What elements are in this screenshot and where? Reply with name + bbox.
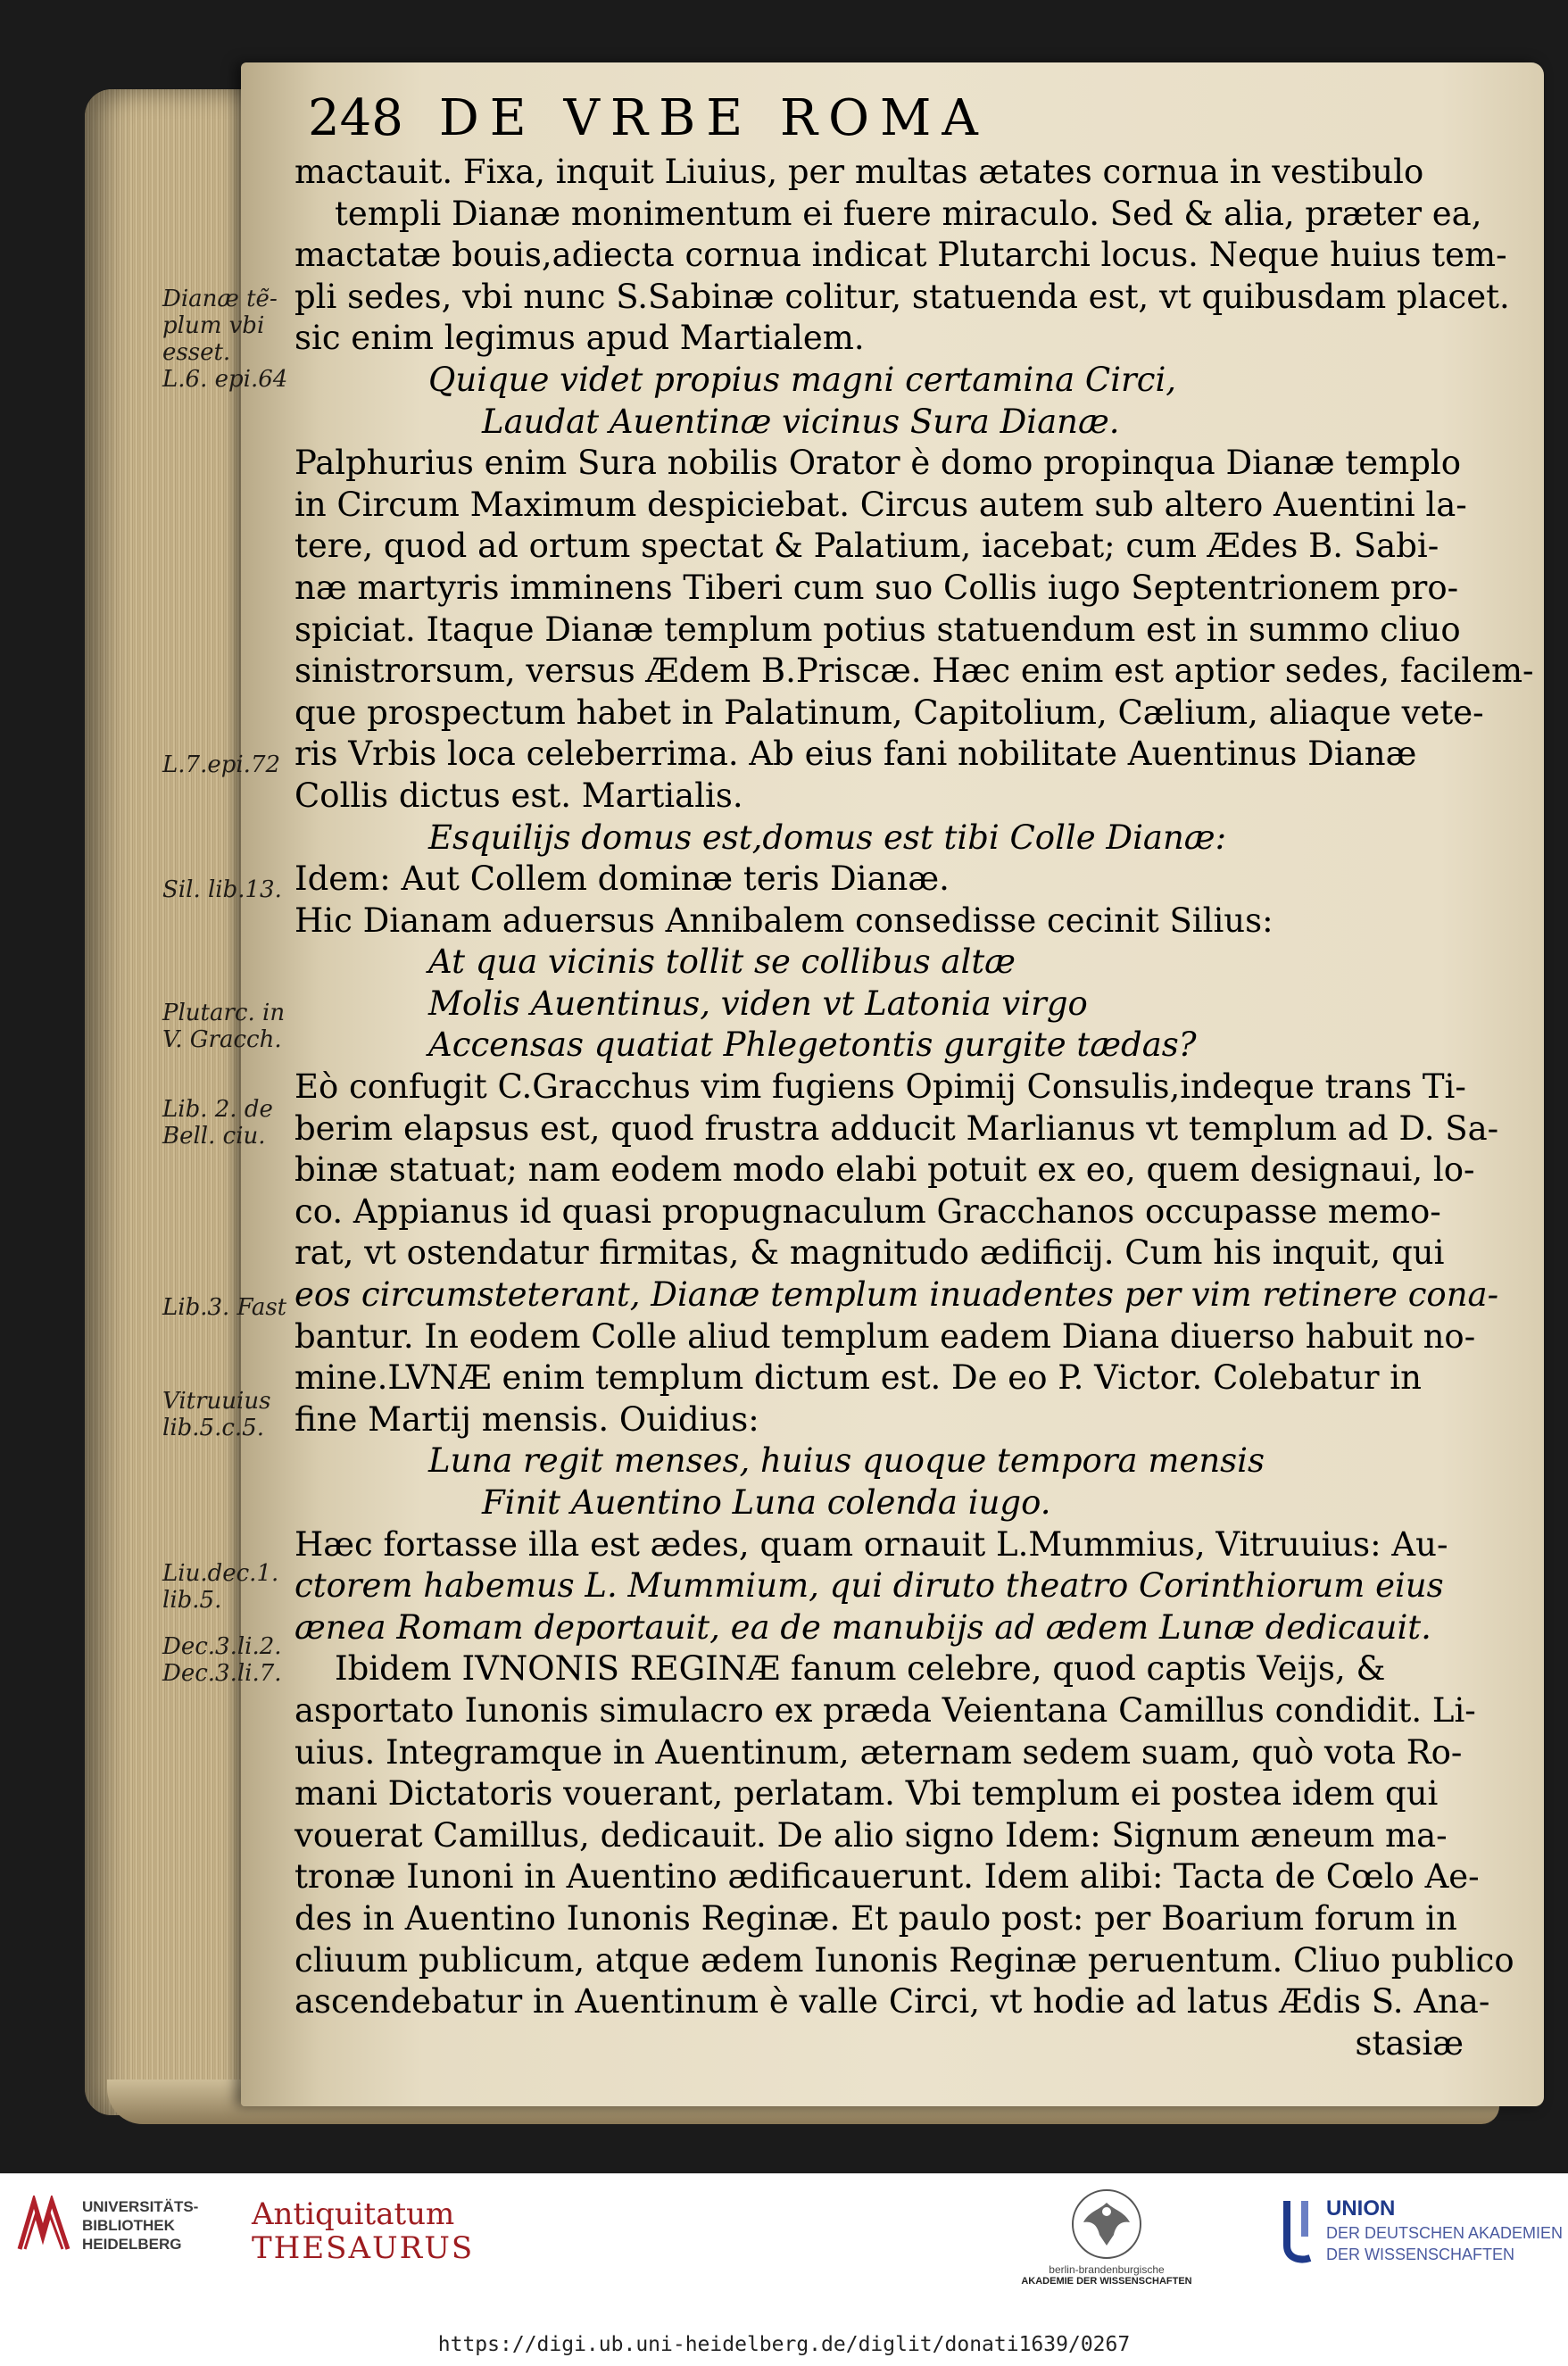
- running-title: DE VRBE ROMA: [438, 89, 989, 147]
- text-line: co. Appianus id quasi propugnaculum Gracchanos occupasse memo-: [295, 1191, 1441, 1231]
- text-line: Hic Dianam aduersus Annibalem consedisse cecinit Silius:: [295, 901, 1273, 940]
- text-line: Idem: Aut Collem dominæ teris Dianæ.: [295, 859, 950, 899]
- university-library-logo[interactable]: [16, 2196, 198, 2254]
- permalink-url[interactable]: https://digi.ub.uni-heidelberg.de/diglit/donati1639/0267: [437, 2333, 1131, 2356]
- text-line: Eò confugit C.Gracchus vim fugiens Opimij Consulis,indeque trans Ti-: [295, 1067, 1466, 1107]
- text-line: ris Vrbis loca celeberrima. Ab eius fani nobilitate Auentinus Dianæ: [295, 735, 1417, 774]
- marginal-note: [162, 1000, 292, 1053]
- marginal-line: esset.: [162, 339, 231, 366]
- verse-line: Luna regit menses, huius quoque tempora mensis: [428, 1441, 1265, 1481]
- marginal-note: Lib.3. Fast: [162, 1294, 287, 1321]
- union-bracket-icon: [1267, 2196, 1315, 2267]
- marginal-note: [162, 1096, 292, 1150]
- union-title: UNION: [1326, 2196, 1396, 2221]
- uni-logo-line: HEIDELBERG: [82, 2235, 182, 2253]
- text-line: uius. Integramque in Auentinum, æternam sedem suam, quò vota Ro-: [295, 1732, 1463, 1772]
- marginal-line: V. Gracch.: [162, 1026, 282, 1053]
- marginal-line: Dec.3.li.2.: [162, 1633, 282, 1660]
- antiquitatum-thesaurus-logo[interactable]: [252, 2196, 474, 2264]
- marginal-note: L.7.epi.72: [162, 751, 281, 778]
- marginal-line: lib.5.c.5.: [162, 1415, 264, 1441]
- text-line: ascendebatur in Auentinum è valle Circi, vt hodie ad latus Ædis S. Ana-: [295, 1982, 1490, 2021]
- marginal-note: [162, 1633, 292, 1687]
- marginal-line: plum vbi: [162, 312, 265, 339]
- text-line: ctorem habemus L. Mummium, qui diruto theatro Corinthiorum eius: [295, 1566, 1444, 1606]
- ub-heidelberg-icon: [16, 2196, 71, 2254]
- text-line: tronæ Iunoni in Auentino ædificauerunt. Idem alibi: Tacta de Cœlo Ae-: [295, 1857, 1480, 1897]
- verse-line: At qua vicinis tollit se collibus altæ: [428, 942, 1016, 982]
- text-line: spiciat. Itaque Dianæ templum potius statuendum est in summo cliuo: [295, 610, 1461, 649]
- text-line: berim elapsus est, quod frustra adducit Marlianus vt templum ad D. Sa-: [295, 1108, 1499, 1148]
- text-line: Ibidem IVNONIS REGINÆ fanum celebre, quod captis Veijs, &: [335, 1649, 1386, 1689]
- text-line: mactauit. Fixa, inquit Liuius, per multas ætates cornua in vestibulo: [295, 153, 1424, 191]
- text-line: sinistrorsum, versus Ædem B.Priscæ. Hæc enim est aptior sedes, facilem-: [295, 652, 1534, 691]
- bbaw-line1: berlin-brandenburgische: [1049, 2263, 1165, 2276]
- text-line: Palphurius enim Sura nobilis Orator è domo propinqua Dianæ templo: [295, 444, 1462, 483]
- page-number: 248: [308, 89, 403, 147]
- text-line: vouerat Camillus, dedicauit. De alio signo Idem: Signum æneum ma-: [295, 1815, 1448, 1855]
- text-line: rat, vt ostendatur firmitas, & magnitudo ædificij. Cum his inquit, qui: [295, 1233, 1445, 1273]
- text-line: Hæc fortasse illa est ædes, quam ornauit L.Mummius, Vitruuius: Au-: [295, 1524, 1448, 1564]
- union-line1: DER DEUTSCHEN AKADEMIEN: [1326, 2224, 1564, 2242]
- text-line: des in Auentino Iunonis Reginæ. Et paulo post: per Boarium forum in: [295, 1898, 1457, 1938]
- text-line: Collis dictus est. Martialis.: [295, 776, 743, 815]
- verse-line: Laudat Auentinæ vicinus Sura Dianæ.: [482, 402, 1120, 441]
- verse-line: Finit Auentino Luna colenda iugo.: [482, 1483, 1051, 1522]
- text-line: binæ statuat; nam eodem modo elabi potuit ex eo, quem designaui, lo-: [295, 1150, 1475, 1190]
- text-line: mani Dictatoris vouerant, perlatam. Vbi templum ei postea idem qui: [295, 1774, 1439, 1814]
- marginal-note: [162, 1388, 292, 1441]
- uni-logo-line: UNIVERSITÄTS-: [82, 2197, 199, 2215]
- catchword: stasiæ: [1355, 2023, 1464, 2063]
- marginal-line: Lib. 2. de: [162, 1096, 273, 1123]
- marginal-line: Dianæ tẽ-: [162, 286, 278, 312]
- text-line: mine.LVNÆ enim templum dictum est. De eo P. Victor. Colebatur in: [295, 1358, 1422, 1398]
- main-text: [295, 152, 1534, 2064]
- union-line2: DER WISSENSCHAFTEN: [1326, 2246, 1515, 2263]
- text-line: mactatæ bouis,adiecta cornua indicat Plutarchi locus. Neque huius tem-: [295, 236, 1507, 275]
- verse-line: Molis Auentinus, viden vt Latonia virgo: [428, 984, 1088, 1023]
- verse-line: Accensas quatiat Phlegetontis gurgite tædas?: [428, 1025, 1197, 1065]
- thesaurus-label: THESAURUS: [252, 2230, 475, 2266]
- text-line: næ martyris imminens Tiberi cum suo Collis iugo Septentrionem pro-: [295, 568, 1459, 607]
- text-line: sic enim legimus apud Martialem.: [295, 319, 865, 358]
- bbaw-logo[interactable]: [1017, 2187, 1196, 2287]
- union-academies-logo[interactable]: [1267, 2196, 1563, 2267]
- marginal-line: Liu.dec.1.: [162, 1560, 279, 1587]
- viewer-footer: [0, 2173, 1568, 2366]
- marginal-line: L.6. epi.64: [162, 366, 288, 393]
- running-head: [308, 89, 1397, 147]
- text-line: asportato Iunonis simulacro ex præda Veientana Camillus condidit. Li-: [295, 1690, 1476, 1730]
- marginal-line: Dec.3.li.7.: [162, 1660, 282, 1687]
- text-line: eos circumsteterant, Dianæ templum inuadentes per vim retinere cona-: [295, 1275, 1499, 1315]
- marginal-note: [162, 1560, 292, 1614]
- antiquitatum-label: Antiquitatum: [252, 2196, 455, 2232]
- marginal-line: lib.5.: [162, 1587, 222, 1614]
- text-line: templi Dianæ monimentum ei fuere miraculo. Sed & alia, præter ea,: [335, 194, 1482, 233]
- text-line: in Circum Maximum despiciebat. Circus autem sub altero Auentini la-: [295, 485, 1467, 524]
- verse-line: Quique videt propius magni certamina Circi,: [428, 360, 1177, 399]
- text-line: tere, quod ad ortum spectat & Palatium, iacebat; cum Ædes B. Sabi-: [295, 527, 1439, 566]
- text-line: que prospectum habet in Palatinum, Capitolium, Cælium, aliaque vete-: [295, 693, 1484, 732]
- marginal-note: Sil. lib.13.: [162, 876, 282, 903]
- marginal-note: [162, 286, 292, 393]
- marginal-line: Bell. ciu.: [162, 1123, 266, 1150]
- marginal-line: Plutarc. in: [162, 1000, 286, 1026]
- text-line: bantur. In eodem Colle aliud templum eadem Diana diuerso habuit no-: [295, 1316, 1476, 1356]
- text-line: ænea Romam deportauit, ea de manubijs ad ædem Lunæ dedicauit.: [295, 1607, 1431, 1647]
- uni-logo-line: BIBLIOTHEK: [82, 2216, 175, 2234]
- verse-line: Esquilijs domus est,domus est tibi Colle Dianæ:: [428, 818, 1227, 857]
- text-line: pli sedes, vbi nunc S.Sabinæ colitur, statuenda est, vt quibusdam placet.: [295, 277, 1510, 316]
- text-line: fine Martij mensis. Ouidius:: [295, 1399, 759, 1439]
- bbaw-line2: AKADEMIE DER WISSENSCHAFTEN: [1021, 2276, 1192, 2287]
- marginal-line: Vitruuius: [162, 1388, 271, 1415]
- bbaw-eagle-icon: [1069, 2187, 1144, 2262]
- text-line: cliuum publicum, atque ædem Iunonis Reginæ peruentum. Cliuo publico: [295, 1940, 1514, 1980]
